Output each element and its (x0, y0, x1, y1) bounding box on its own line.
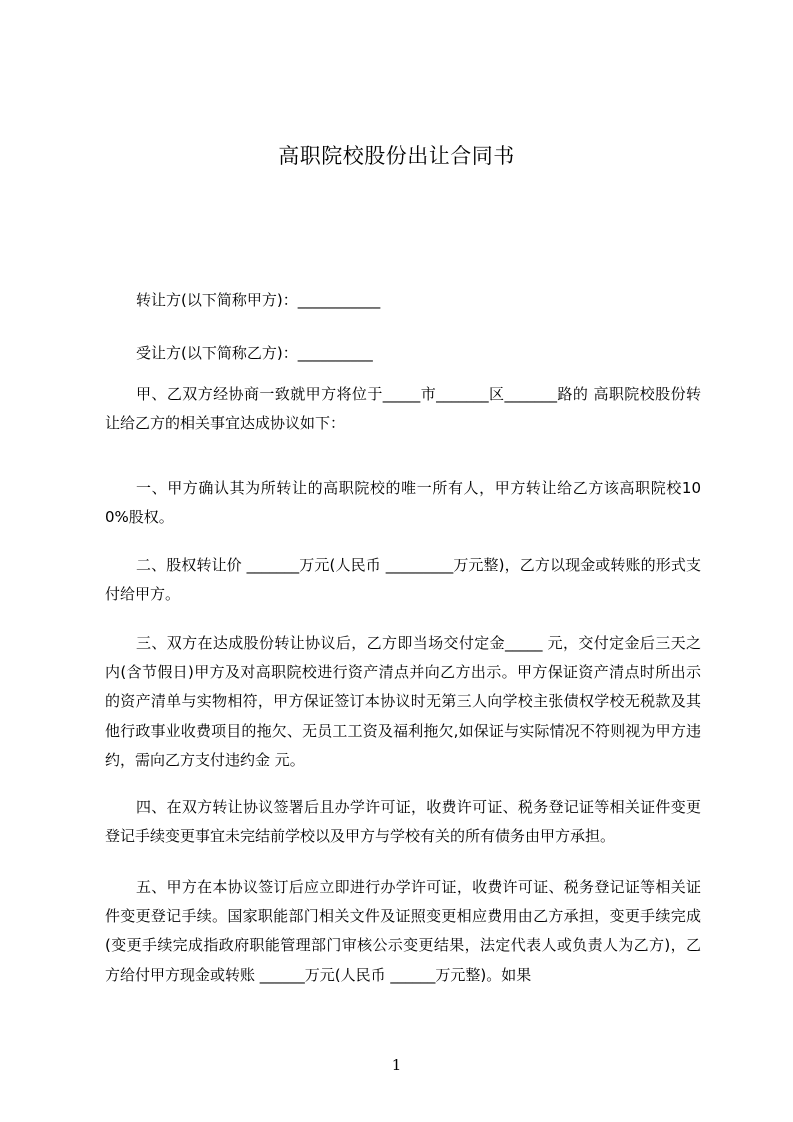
page-number: 1 (391, 1056, 402, 1074)
document-title: 高职院校股份出让合同书 (278, 144, 515, 168)
paragraph-clause-3: 三、双方在达成股份转让协议后，乙方即当场交付定金_____ 元，交付定金后三天之内(含节假日)甲方及对高职院校进行资产清点并向乙方出示。甲方保证资产清点时所出示的资产清单与实物相符，甲方保证签订本协议时无第三人向学校主张债权学校无税款及其他行政事业收费项目的拖欠、无员工工资及福利拖欠,如保证与实际情况不符则视为甲方违约，需向乙方支付违约金 元。 (105, 634, 701, 769)
transferee-line: 受让方(以下简称乙方)：__________ (136, 344, 373, 362)
paragraph-clause-2: 二、股权转让价 _______万元(人民币 _________万元整)，乙方以现金或转账的形式支付给甲方。 (105, 556, 701, 604)
paragraph-clause-1: 一、甲方确认其为所转让的高职院校的唯一所有人，甲方转让给乙方该高职院校100%股权。 (105, 479, 701, 527)
paragraph-intro: 甲、乙双方经协商一致就甲方将位于_____市_______区_______路的 高职院校股份转让给乙方的相关事宜达成协议如下： (105, 385, 701, 433)
paragraph-clause-5: 五、甲方在本协议签订后应立即进行办学许可证，收费许可证、税务登记证等相关证件变更登记手续。国家职能部门相关文件及证照变更相应费用由乙方承担，变更手续完成(变更手续完成指政府职能管理部门审核公示变更结果，法定代表人或负责人为乙方)，乙方给付甲方现金或转账 ______万元(人民币 ______万元整)。如果 (105, 878, 701, 984)
paragraph-clause-4: 四、在双方转让协议签署后且办学许可证，收费许可证、税务登记证等相关证件变更登记手续变更事宜未完结前学校以及甲方与学校有关的所有债务由甲方承担。 (105, 798, 701, 846)
transferor-line: 转让方(以下简称甲方)：___________ (136, 291, 381, 309)
